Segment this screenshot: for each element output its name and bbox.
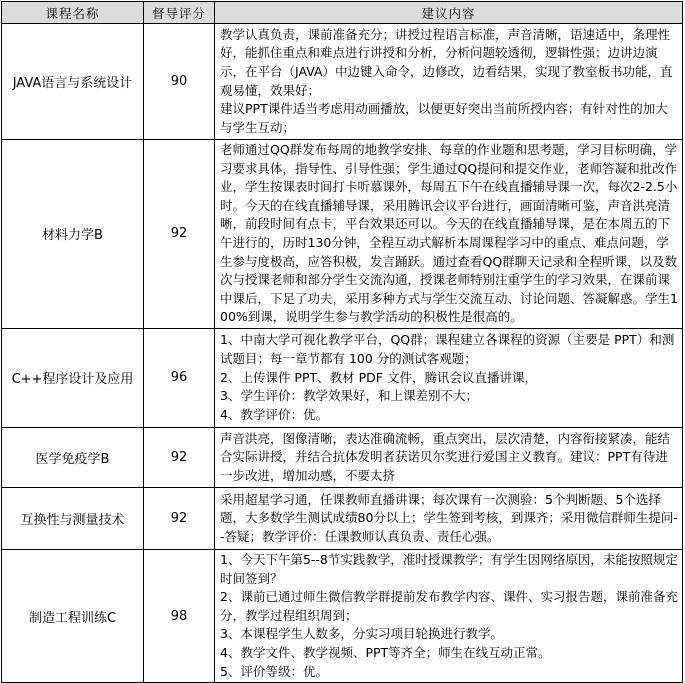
- score-cell: 96: [144, 328, 215, 427]
- table-row: [2, 328, 683, 427]
- suggestion-cell: 1、今天下午第5--8节实践教学，准时授课教学；有学生因网络原因，未能按照规定时间签到？ 2、课前已通过师生微信教学群提前发布教学内容、课件、实习报告题，课前准备充分，教学过程组织周到； 3、本课程学生人数多，分实习项目轮换进行教学。 4、教学文件、教学视频、PPT等齐全；师生在线互动正常。 5、评价等级：优。: [215, 549, 683, 682]
- suggestion-cell: 采用超星学习通，任课教师直播讲课；每次课有一次测验：5个判断题、5个选择题，大多数学生测试成绩80分以上；学生签到考核，到课齐；采用微信群师生提问--答疑；教学评价：任课教师认真负责、责任心强。: [215, 487, 683, 549]
- header-course-name: 课程名称: [2, 2, 144, 24]
- course-name-cell: 医学免疫学B: [2, 427, 144, 487]
- table-row: [2, 549, 683, 682]
- table-row: [2, 140, 683, 329]
- suggestion-cell: 教学认真负责，课前准备充分；讲授过程语言标准，声音清晰，语速适中，条理性好，能抓住重点和难点进行讲授和分析，分析问题较透彻，逻辑性强；边讲边演示，在平台（JAVA）中边键入命令，边修改，边看结果，实现了教室板书功能，直观易懂，效果好； 建议PPT课件适当考虑用动画播放，以便更好突出当前所授内容；有针对性的加大与学生互动；: [215, 24, 683, 140]
- score-cell: 90: [144, 24, 215, 140]
- table-row: [2, 487, 683, 549]
- score-cell: 92: [144, 427, 215, 487]
- course-name-cell: JAVA语言与系统设计: [2, 24, 144, 140]
- course-name-cell: 材料力学B: [2, 140, 144, 329]
- score-cell: 92: [144, 140, 215, 329]
- course-name-cell: 互换性与测量技术: [2, 487, 144, 549]
- suggestion-cell: 老师通过QQ群发布每周的地教学安排、每章的作业题和思考题，学习目标明确，学习要求具体，指导性、引导性强；学生通过QQ提问和提交作业，老师答凝和批改作业，学生按课表时间打卡听慕课外，每周五下午在线直播辅导课一次，每次2-2.5小时。今天的在线直播辅导课，采用腾讯会议平台进行，画面清晰可鉴，声音洪亮清晰，前段时间有点卡，平台效果还可以。今天的在线直播辅导课，是在本周五的下午进行的，历时130分钟，全程互动式解析本周课程学习中的重点、难点问题，学生参与度极高，应答积极，发言踊跃。通过查看QQ群聊天记录和全程听课，以及数次与授课老师和部分学生交流沟通，授课老师特别注重学生的学习效果，在课前课中课后，下足了功夫，采用多种方式与学生交流互动、讨论问题、答凝解惑。学生100%到课，说明学生参与教学活动的积极性是很高的。: [215, 140, 683, 329]
- score-cell: 92: [144, 487, 215, 549]
- score-cell: 98: [144, 549, 215, 682]
- header-suggestion-content: 建议内容: [215, 2, 683, 24]
- course-name-cell: C++程序设计及应用: [2, 328, 144, 427]
- suggestion-cell: 声音洪亮，图像清晰，表达准确流畅，重点突出，层次清楚，内容衔接紧凑，能结合实际讲授，并结合抗体发明者获诺贝尔奖进行爱国主义教育。建议：PPT有待进一步改进，增加动感，不要太挤: [215, 427, 683, 487]
- table-header-row: [2, 2, 683, 24]
- header-supervision-score: 督导评分: [144, 2, 215, 24]
- supervision-review-table: [1, 1, 683, 683]
- suggestion-cell: 1、中南大学可视化教学平台，QQ群；课程建立各课程的资源（主要是 PPT）和测试题目；每一章节都有 100 分的测试客观题； 2、上传课件 PPT、教材 PDF 文件，腾讯会议直播讲课， 3、学生评价：教学效果好，和上课差别不大； 4、教学评价：优。: [215, 328, 683, 427]
- table-row: [2, 427, 683, 487]
- course-name-cell: 制造工程训练C: [2, 549, 144, 682]
- table-row: [2, 24, 683, 140]
